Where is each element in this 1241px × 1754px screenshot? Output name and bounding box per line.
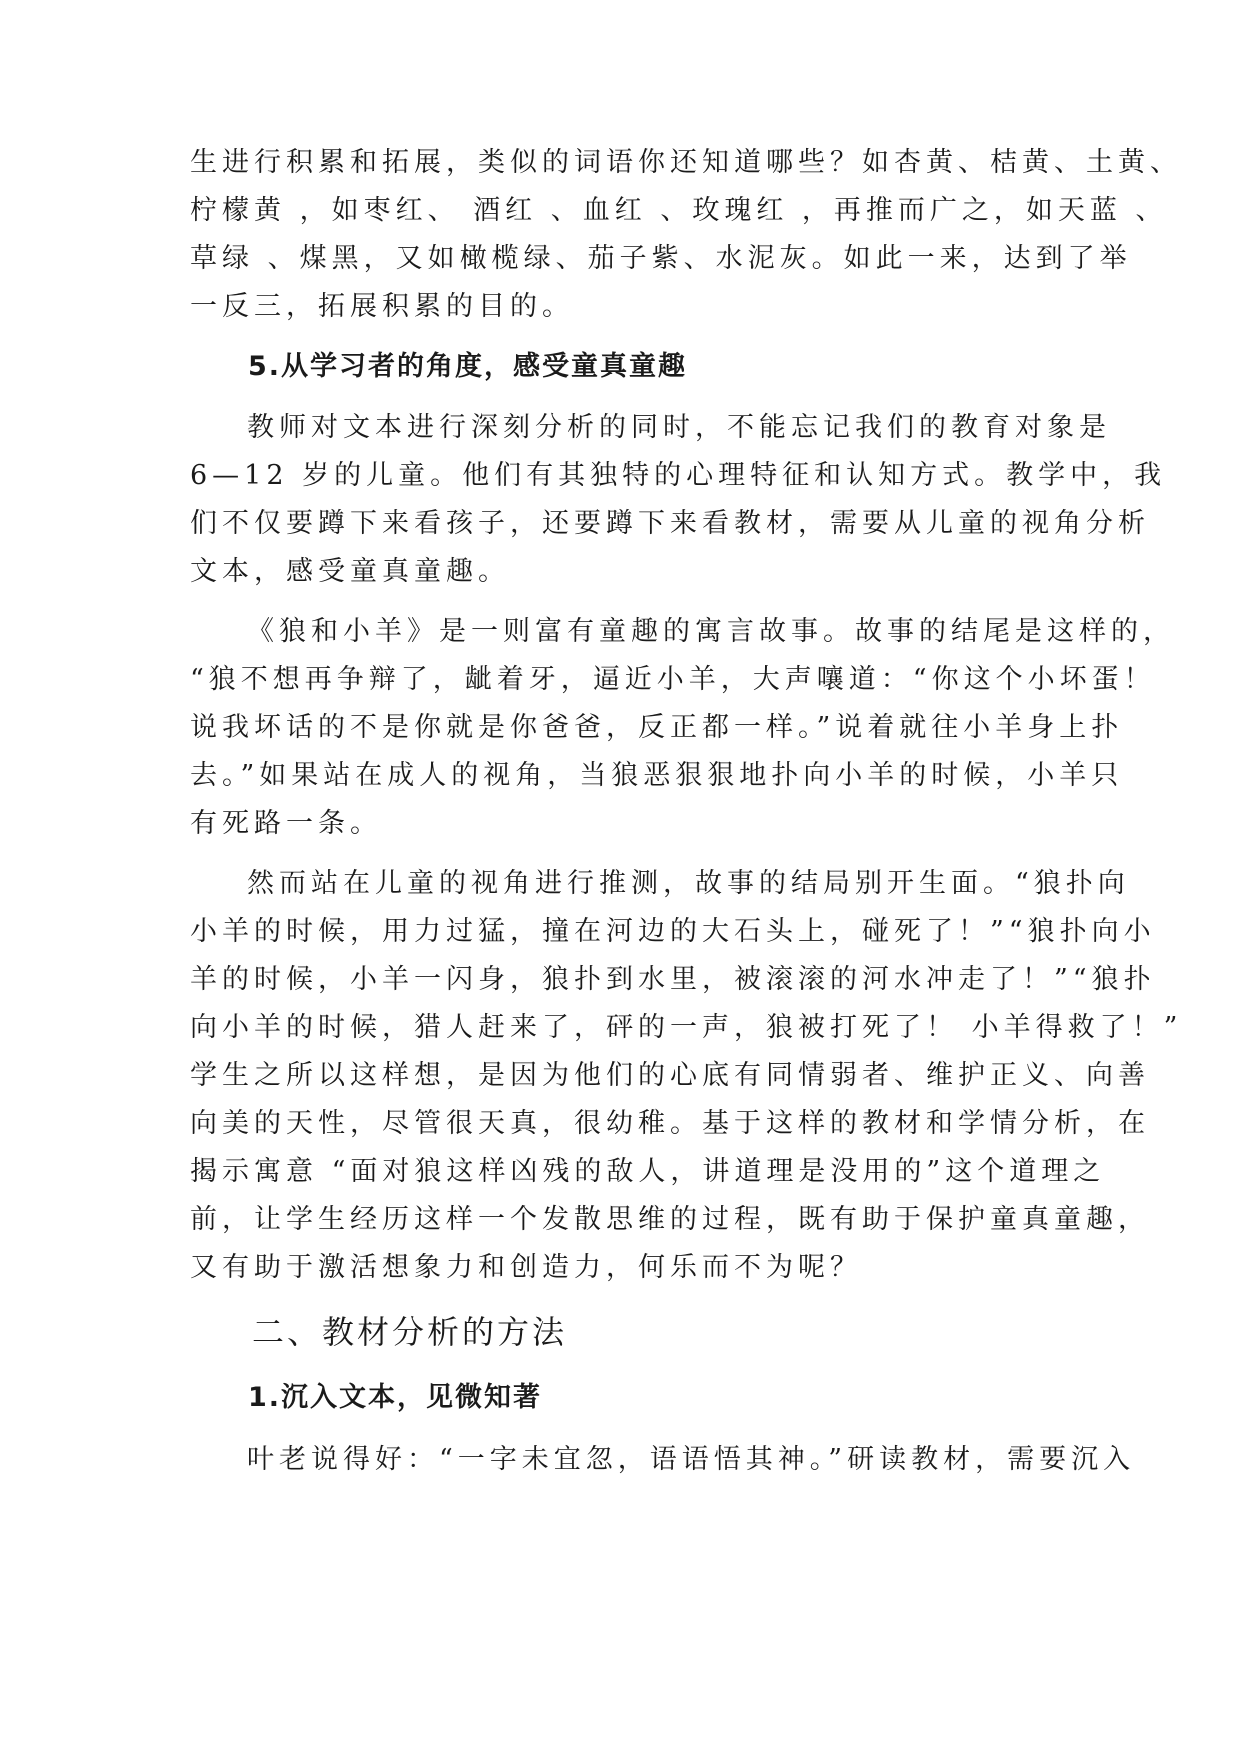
paragraph-line: 文本，感受童真童趣。 [190,556,510,587]
section-heading: 二、教材分析的方法 [252,1313,568,1351]
subsection-heading: 1.沉入文本，见微知著 [248,1382,543,1413]
paragraph-line: 有死路一条。 [190,808,382,839]
paragraph-line: 羊的时候，小羊一闪身，狼扑到水里，被滚滚的河水冲走了！”“狼扑 [190,964,1156,995]
paragraph-line: 向美的天性，尽管很天真，很幼稚。基于这样的教材和学情分析，在 [190,1108,1150,1139]
paragraph-line: 叶老说得好：“一字未宜忽，语语悟其神。”研读教材，需要沉入 [247,1444,1136,1475]
paragraph-line: 又有助于激活想象力和创造力，何乐而不为呢？ [190,1252,862,1283]
paragraph-line: 向小羊的时候，猎人赶来了，砰的一声，狼被打死了！ 小羊得救了！” [190,1012,1183,1043]
paragraph-line: “狼不想再争辩了，龇着牙，逼近小羊，大声嚷道：“你这个小坏蛋！ [190,664,1156,695]
paragraph-line: 《狼和小羊》是一则富有童趣的寓言故事。故事的结尾是这样的， [247,616,1175,647]
paragraph-line: 柠檬黄 ，如枣红、 酒红 、血红 、玫瑰红 ，再推而广之，如天蓝 、 [190,195,1168,226]
paragraph-line: 揭示寓意 “面对狼这样凶残的敌人，讲道理是没用的”这个道理之 [190,1156,1106,1187]
subsection-heading: 5.从学习者的角度，感受童真童趣 [248,351,688,382]
paragraph-line: 6—12 岁的儿童。他们有其独特的心理特征和认知方式。教学中，我 [190,460,1167,491]
paragraph-line: 前，让学生经历这样一个发散思维的过程，既有助于保护童真童趣， [190,1204,1150,1235]
paragraph-line: 然而站在儿童的视角进行推测，故事的结局别开生面。“狼扑向 [247,868,1130,899]
paragraph-line: 学生之所以这样想，是因为他们的心底有同情弱者、维护正义、向善 [190,1060,1150,1091]
paragraph-line: 一反三，拓展积累的目的。 [190,291,574,322]
paragraph-line: 去。”如果站在成人的视角，当狼恶狠狠地扑向小羊的时候，小羊只 [190,760,1124,791]
paragraph-line: 小羊的时候，用力过猛，撞在河边的大石头上，碰死了！”“狼扑向小 [190,916,1156,947]
paragraph-line: 们不仅要蹲下来看孩子，还要蹲下来看教材，需要从儿童的视角分析 [190,508,1150,539]
paragraph-line: 说我坏话的不是你就是你爸爸，反正都一样。”说着就往小羊身上扑 [190,712,1124,743]
paragraph-line: 生进行积累和拓展，类似的词语你还知道哪些？如杏黄、桔黄、土黄、 [190,147,1182,178]
paragraph-line: 教师对文本进行深刻分析的同时，不能忘记我们的教育对象是 [247,412,1111,443]
paragraph-line: 草绿 、煤黑，又如橄榄绿、茄子紫、水泥灰。如此一来，达到了举 [190,243,1132,274]
